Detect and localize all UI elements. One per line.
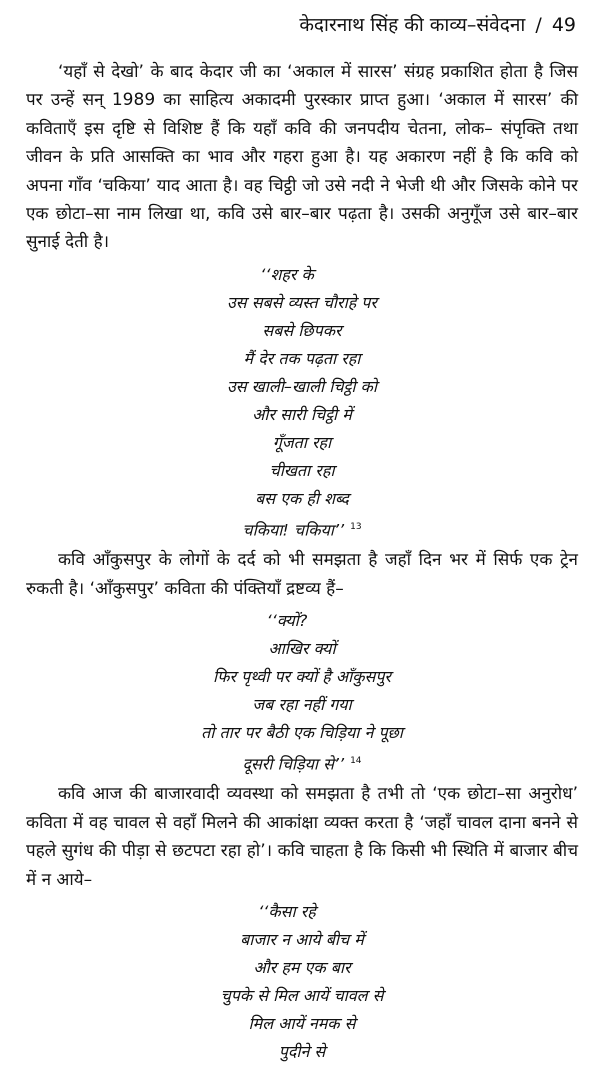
poem-line: और हम एक बार: [253, 957, 351, 977]
poem-line: जब रहा नहीं गया: [252, 694, 352, 714]
page-number: 49: [551, 14, 576, 36]
poem-line: तो तार पर बैठी एक चिड़िया ने पूछा: [201, 722, 403, 742]
poem-line: बाजार न आये बीच में: [240, 929, 364, 949]
poem-line-text: चकिया! चकिया’’: [242, 520, 345, 540]
poem-line: ‘‘क्यों?: [266, 610, 308, 630]
poem-line: उस खाली–खाली चिट्ठी को: [227, 376, 377, 396]
poem-line: चीखता रहा: [269, 460, 335, 480]
poem-line: ‘‘कैसा रहे: [258, 901, 316, 921]
paragraph-1: ‘यहाँ से देखो’ के बाद केदार जी का ‘अकाल में सारस’ संग्रह प्रकाशित होता है जिस पर उन्हें सन् 1989 का साहित्य अकादमी पुरस्कार प्राप्त हुआ। ‘अकाल में सारस’ की कविताएँ इस दृष्टि से विशिष्ट हैं कि यहाँ कवि की जनपदीय चेतना, लोक– संपृक्ति तथा जीवन के प्रति आसक्ति का भाव और गहरा हुआ है। यह अकारण नहीं है कि कवि को अपना गाँव ‘चकिया’ याद आता है। वह चिट्ठी जो उसे नदी ने भेजी थी और जिसके कोने पर एक छोटा–सा नाम लिखा था, कवि उसे बार–बार पढ़ता है। उसकी अनुगूँज उसे बार–बार सुनाई देती है।: [26, 62, 578, 253]
poem-line-last: [26, 513, 578, 544]
poem-chakiya: [26, 261, 578, 544]
poem-line-text: दूसरी चिड़िया से’’: [242, 754, 345, 774]
poem-line: फिर पृथ्वी पर क्यों है आँकुसपुर: [213, 666, 391, 686]
running-header: [299, 12, 576, 38]
header-separator: /: [535, 14, 542, 36]
paragraph-2: कवि आँकुसपुर के लोगों के दर्द को भी समझता है जहाँ दिन भर में सिर्फ एक ट्रेन रुकती है। ‘आँकुसपुर’ कविता की पंक्तियाँ द्रष्टव्य हैं–: [26, 550, 578, 599]
footnote-marker: 13: [350, 521, 362, 532]
poem-line: ‘‘शहर के: [260, 264, 314, 284]
poem-line: चुपके से मिल आयें चावल से: [220, 985, 384, 1005]
poem-line: मैं देर तक पढ़ता रहा: [243, 348, 361, 368]
poem-line: आखिर क्यों: [268, 638, 336, 658]
poem-line: मिल आयें नमक से: [248, 1013, 356, 1033]
page-body: [26, 58, 578, 1068]
poem-line-last: [26, 747, 578, 778]
footnote-marker: 14: [350, 755, 362, 766]
poem-chawal: [26, 898, 578, 1066]
poem-line: बस एक ही शब्द: [255, 488, 349, 508]
paragraph-3: कवि आज की बाजारवादी व्यवस्था को समझता है तभी तो ‘एक छोटा–सा अनुरोध’ कविता में वह चावल से वहाँ मिलने की आकांक्षा व्यक्त करता है ‘जहाँ चावल दाना बनने से पहले सुगंध की पीड़ा से छटपटा रहा हो’। कवि चाहता है कि किसी भी स्थिति में बाजार बीच में न आये–: [26, 784, 578, 890]
header-title: केदारनाथ सिंह की काव्य–संवेदना: [299, 14, 526, 36]
poem-line: उस सबसे व्यस्त चौराहे पर: [227, 292, 377, 312]
poem-line: पुदीने से: [278, 1041, 326, 1061]
poem-line: और सारी चिट्ठी में: [252, 404, 352, 424]
poem-line: सबसे छिपकर: [262, 320, 342, 340]
poem-line: गूँजता रहा: [272, 432, 332, 452]
poem-ankuspur: [26, 607, 578, 778]
